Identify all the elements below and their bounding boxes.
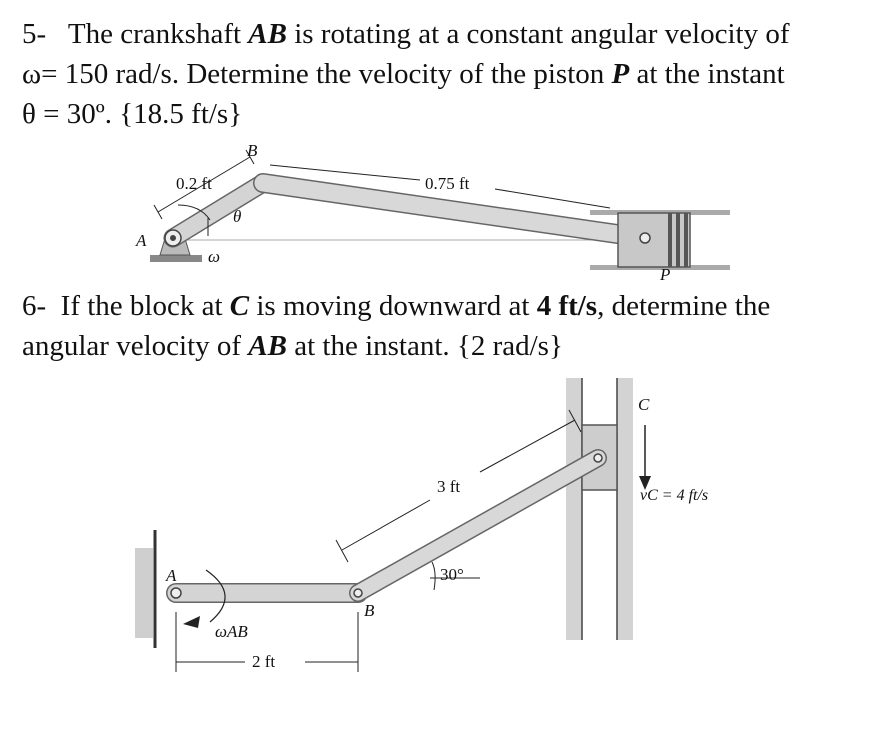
problem-5-line-3: θ = 30º. {18.5 ft/s} [22,98,243,130]
angle-label: 30° [440,565,464,584]
bar-AB [171,588,358,598]
dim-rod-label: 0.75 ft [425,174,470,193]
omega-AB-label: ωAB [215,622,248,641]
problem-5-line-2: ω= 150 rad/s. Determine the velocity of the piston P at the instant [22,58,785,90]
problem-5-number: 5- [22,18,47,50]
problem-5-line-1: 5- The crankshaft AB is rotating at a constant angular velocity of [22,18,790,50]
problem-6-line-2: angular velocity of AB at the instant. {2 rad/s} [22,330,563,362]
omega-arrowhead [183,616,200,628]
vc-label: vC = 4 ft/s [640,487,709,504]
angle-arc [432,562,435,590]
guide-walls [566,378,633,640]
label-theta: θ [233,207,242,226]
dim-3ft-label: 3 ft [437,477,461,496]
dim-crank-label: 0.2 ft [176,174,212,193]
dim-2ft-label: 2 ft [252,652,276,671]
left-wall [135,530,155,648]
label-B6: B [364,601,375,620]
label-A: A [136,231,147,250]
label-A6: A [166,566,177,585]
problem-6-line-1: 6- If the block at C is moving downward at 4 ft/s, determine the [22,290,771,322]
label-P: P [660,265,671,284]
label-omega: ω [208,247,221,266]
problem-6-number: 6- [22,290,47,322]
link-BC [354,454,602,597]
label-B: B [247,141,258,160]
label-C: C [638,395,650,414]
